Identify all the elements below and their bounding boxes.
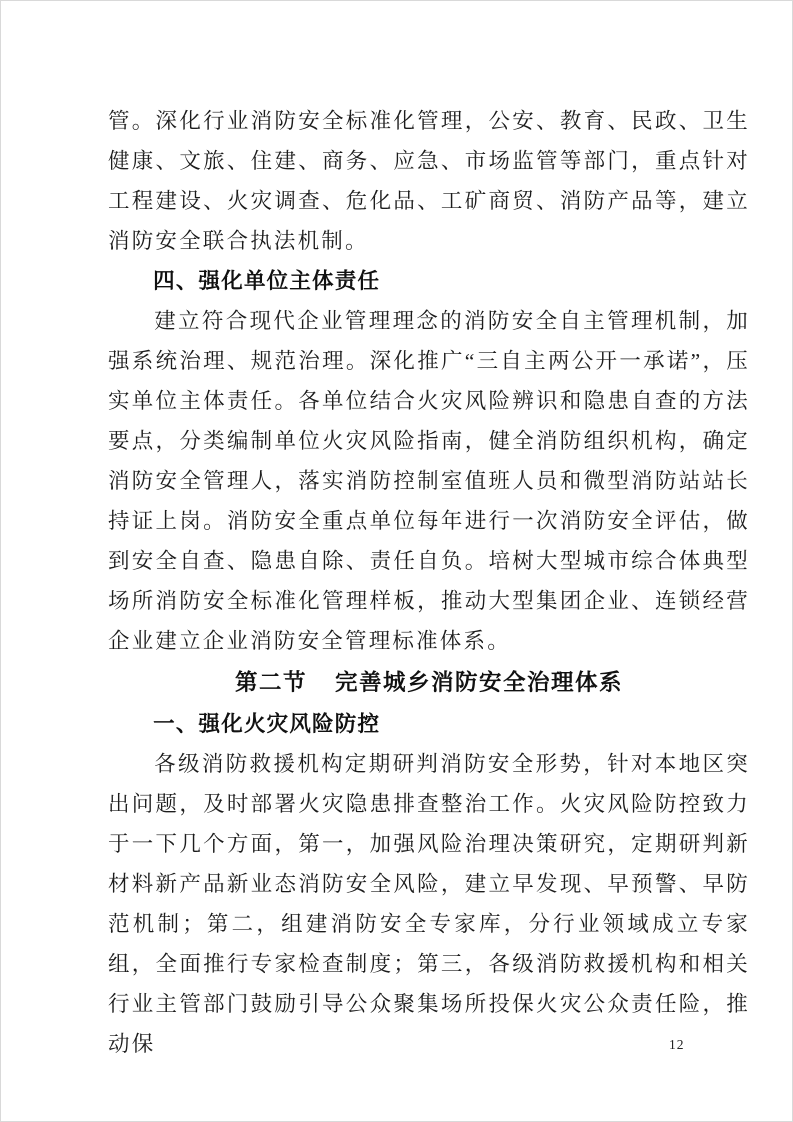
paragraph-fire-risk-control: 各级消防救援机构定期研判消防安全形势，针对本地区突出问题，及时部署火灾隐患排查整治工作。火灾风险防控致力于一下几个方面，第一，加强风险治理决策研究，定期研判新材料新产品新业态消防安全风险，建立早发现、早预警、早防范机制；第二，组建消防安全专家库，分行业领域成立专家组，全面推行专家检查制度；第三，各级消防救援机构和相关行业主管部门鼓励引导公众聚集场所投保火灾公众责任险，推动保 [108, 752, 750, 1056]
page-body [108, 101, 750, 1064]
section-two-heading [108, 661, 750, 704]
section-number-label: 第二节 [234, 670, 307, 695]
section-title-text: 完善城乡消防安全治理体系 [335, 670, 624, 695]
heading-four-unit-responsibility: 四、强化单位主体责任 [153, 269, 381, 293]
page-number: 12 [669, 1037, 685, 1052]
heading-one-fire-risk-control: 一、强化火灾风险防控 [153, 712, 381, 736]
paragraph-continued-from-previous-page: 管。深化行业消防安全标准化管理，公安、教育、民政、卫生健康、文旅、住建、商务、应急、市场监管等部门，重点针对工程建设、火灾调查、危化品、工矿商贸、消防产品等，建立消防安全联合执法机制。 [108, 109, 750, 253]
paragraph-unit-responsibility: 建立符合现代企业管理理念的消防安全自主管理机制，加强系统治理、规范治理。深化推广“三自主两公开一承诺”，压实单位主体责任。各单位结合火灾风险辨识和隐患自查的方法要点，分类编制单位火灾风险指南，健全消防组织机构，确定消防安全管理人，落实消防控制室值班人员和微型消防站站长持证上岗。消防安全重点单位每年进行一次消防安全评估，做到安全自查、隐患自除、责任自负。培树大型城市综合体典型场所消防安全标准化管理样板，推动大型集团企业、连锁经营企业建立企业消防安全管理标准体系。 [108, 309, 750, 653]
